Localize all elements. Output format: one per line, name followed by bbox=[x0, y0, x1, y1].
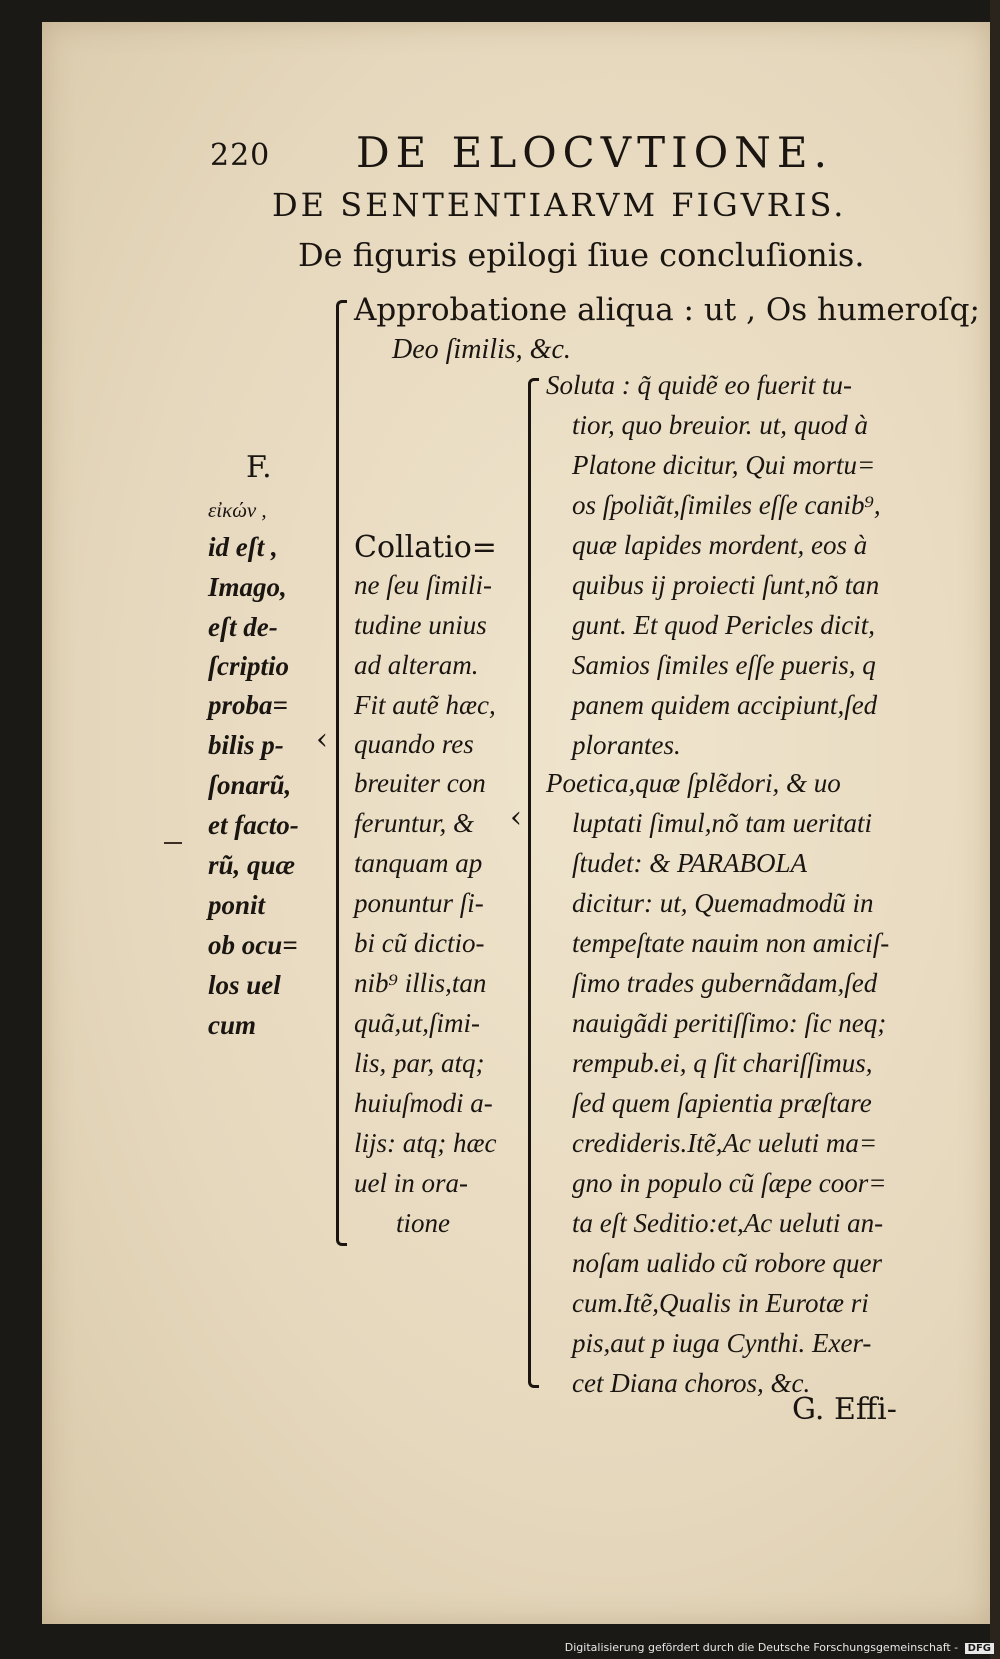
poetica-line: luptati ſimul,nõ tam ueritati bbox=[572, 808, 873, 838]
digitization-footer bbox=[565, 1641, 994, 1654]
poetica-line: cet Diana choros, &c. bbox=[572, 1368, 811, 1398]
collatione-line: Fit autẽ hæc, bbox=[354, 690, 496, 720]
margin-line: Imago, bbox=[208, 572, 287, 602]
soluta-line: Platone dicitur, Qui mortu= bbox=[572, 450, 876, 480]
collatione-line: Collatio= bbox=[354, 530, 497, 565]
collatione-line: breuiter con bbox=[354, 768, 486, 798]
footer-text: Digitalisierung gefördert durch die Deutsche Forschungsgemeinschaft - bbox=[564, 1641, 959, 1654]
soluta-line: panem quidem accipiunt,ſed bbox=[572, 690, 878, 720]
poetica-line: nauigãdi peritiſſimo: ſic neq; bbox=[572, 1008, 887, 1038]
running-head: DE ELOCVTIONE. bbox=[356, 128, 833, 177]
section-title: DE SENTENTIARVM FIGVRIS. bbox=[272, 186, 847, 224]
margin-line: eſt de- bbox=[208, 612, 278, 642]
margin-line: ſonarũ, bbox=[208, 770, 292, 800]
collatione-line: bi cũ dictio- bbox=[354, 928, 485, 958]
collatione-line: ponuntur ſi- bbox=[354, 888, 484, 918]
margin-line: proba= bbox=[208, 690, 288, 720]
poetica-line: ſed quem ſapientia præſtare bbox=[572, 1088, 872, 1118]
soluta-line: tior, quo breuior. ut, quod à bbox=[572, 410, 869, 440]
collatione-line: lis, par, atq; bbox=[354, 1048, 485, 1078]
approbatione-line: Approbatione aliqua : ut , Os humeroſq; bbox=[354, 292, 980, 328]
book-edge bbox=[990, 0, 1000, 1659]
margin-line: cum bbox=[208, 1010, 257, 1040]
collatione-line: feruntur, & bbox=[354, 808, 475, 838]
subsection-title: De figuris epilogi ſiue concluſionis. bbox=[298, 236, 865, 274]
margin-letter: F. bbox=[246, 450, 272, 485]
ink-speck bbox=[164, 842, 182, 844]
margin-line: los uel bbox=[208, 970, 281, 1000]
main-brace-point: ‹ bbox=[316, 722, 328, 757]
margin-line: εἰκών , bbox=[208, 498, 267, 522]
margin-line: ob ocu= bbox=[208, 930, 298, 960]
poetica-line: ta eſt Seditio:et,Ac ueluti an- bbox=[572, 1208, 884, 1238]
soluta-line: gunt. Et quod Pericles dicit, bbox=[572, 610, 875, 640]
poetica-line: pis,aut p iuga Cynthi. Exer- bbox=[572, 1328, 872, 1358]
margin-line: rũ, quæ bbox=[208, 850, 296, 880]
collatione-line: nib⁹ illis,tan bbox=[354, 968, 487, 998]
margin-line: et facto- bbox=[208, 810, 299, 840]
poetica-line: credideris.Itẽ,Ac ueluti ma= bbox=[572, 1128, 878, 1158]
soluta-line: plorantes. bbox=[572, 730, 681, 760]
collatione-line: quã,ut,ſimi- bbox=[354, 1008, 480, 1038]
margin-line: ponit bbox=[208, 890, 266, 920]
collatione-line: lijs: atq; hæc bbox=[354, 1128, 497, 1158]
collatione-line: uel in ora- bbox=[354, 1168, 468, 1198]
soluta-line: os ſpoliãt,ſimiles eſſe canib⁹, bbox=[572, 490, 881, 520]
collatione-line: tudine unius bbox=[354, 610, 487, 640]
collatione-line: huiuſmodi a- bbox=[354, 1088, 493, 1118]
poetica-line: Poetica,quæ ſplẽdori, & uo bbox=[546, 768, 841, 798]
approbatione-line: Deo ſimilis, &c. bbox=[392, 334, 571, 365]
sub-brace-point: ‹ bbox=[510, 800, 522, 835]
sub-brace bbox=[528, 378, 539, 1388]
poetica-line: tempeſtate nauim non amiciſ- bbox=[572, 928, 890, 958]
page-number: 220 bbox=[210, 138, 271, 173]
collatione-line: quando res bbox=[354, 729, 474, 759]
collatione-line: ad alteram. bbox=[354, 650, 479, 680]
dfg-logo: DFG bbox=[965, 1643, 994, 1654]
poetica-line: gno in populo cũ ſæpe coor= bbox=[572, 1168, 887, 1198]
soluta-line: Soluta : q̃ quidẽ eo fuerit tu- bbox=[546, 370, 852, 400]
margin-line: id eſt , bbox=[208, 532, 278, 562]
soluta-line: Samios ſimiles eſſe pueris, q bbox=[572, 650, 876, 680]
poetica-line: ſtudet: & PARABOLA bbox=[572, 848, 807, 878]
collatione-line: ne ſeu ſimili- bbox=[354, 570, 492, 600]
poetica-line: cum.Itẽ,Qualis in Eurotæ ri bbox=[572, 1288, 869, 1318]
margin-line: bilis p- bbox=[208, 730, 284, 760]
collatione-line: tione bbox=[396, 1208, 450, 1238]
soluta-line: quæ lapides mordent, eos à bbox=[572, 530, 868, 560]
poetica-line: rempub.ei, q ſit chariſſimus, bbox=[572, 1048, 873, 1078]
catchword: G. Effi- bbox=[792, 1392, 897, 1427]
poetica-line: noſam ualido cũ robore quer bbox=[572, 1248, 882, 1278]
poetica-line: dicitur: ut, Quemadmodũ in bbox=[572, 888, 874, 918]
margin-line: ſcriptio bbox=[208, 651, 289, 681]
collatione-line: tanquam ap bbox=[354, 848, 483, 878]
main-brace bbox=[336, 300, 347, 1246]
soluta-line: quibus ij proiecti ſunt,nõ tan bbox=[572, 570, 880, 600]
poetica-line: ſimo trades gubernãdam,ſed bbox=[572, 968, 878, 998]
